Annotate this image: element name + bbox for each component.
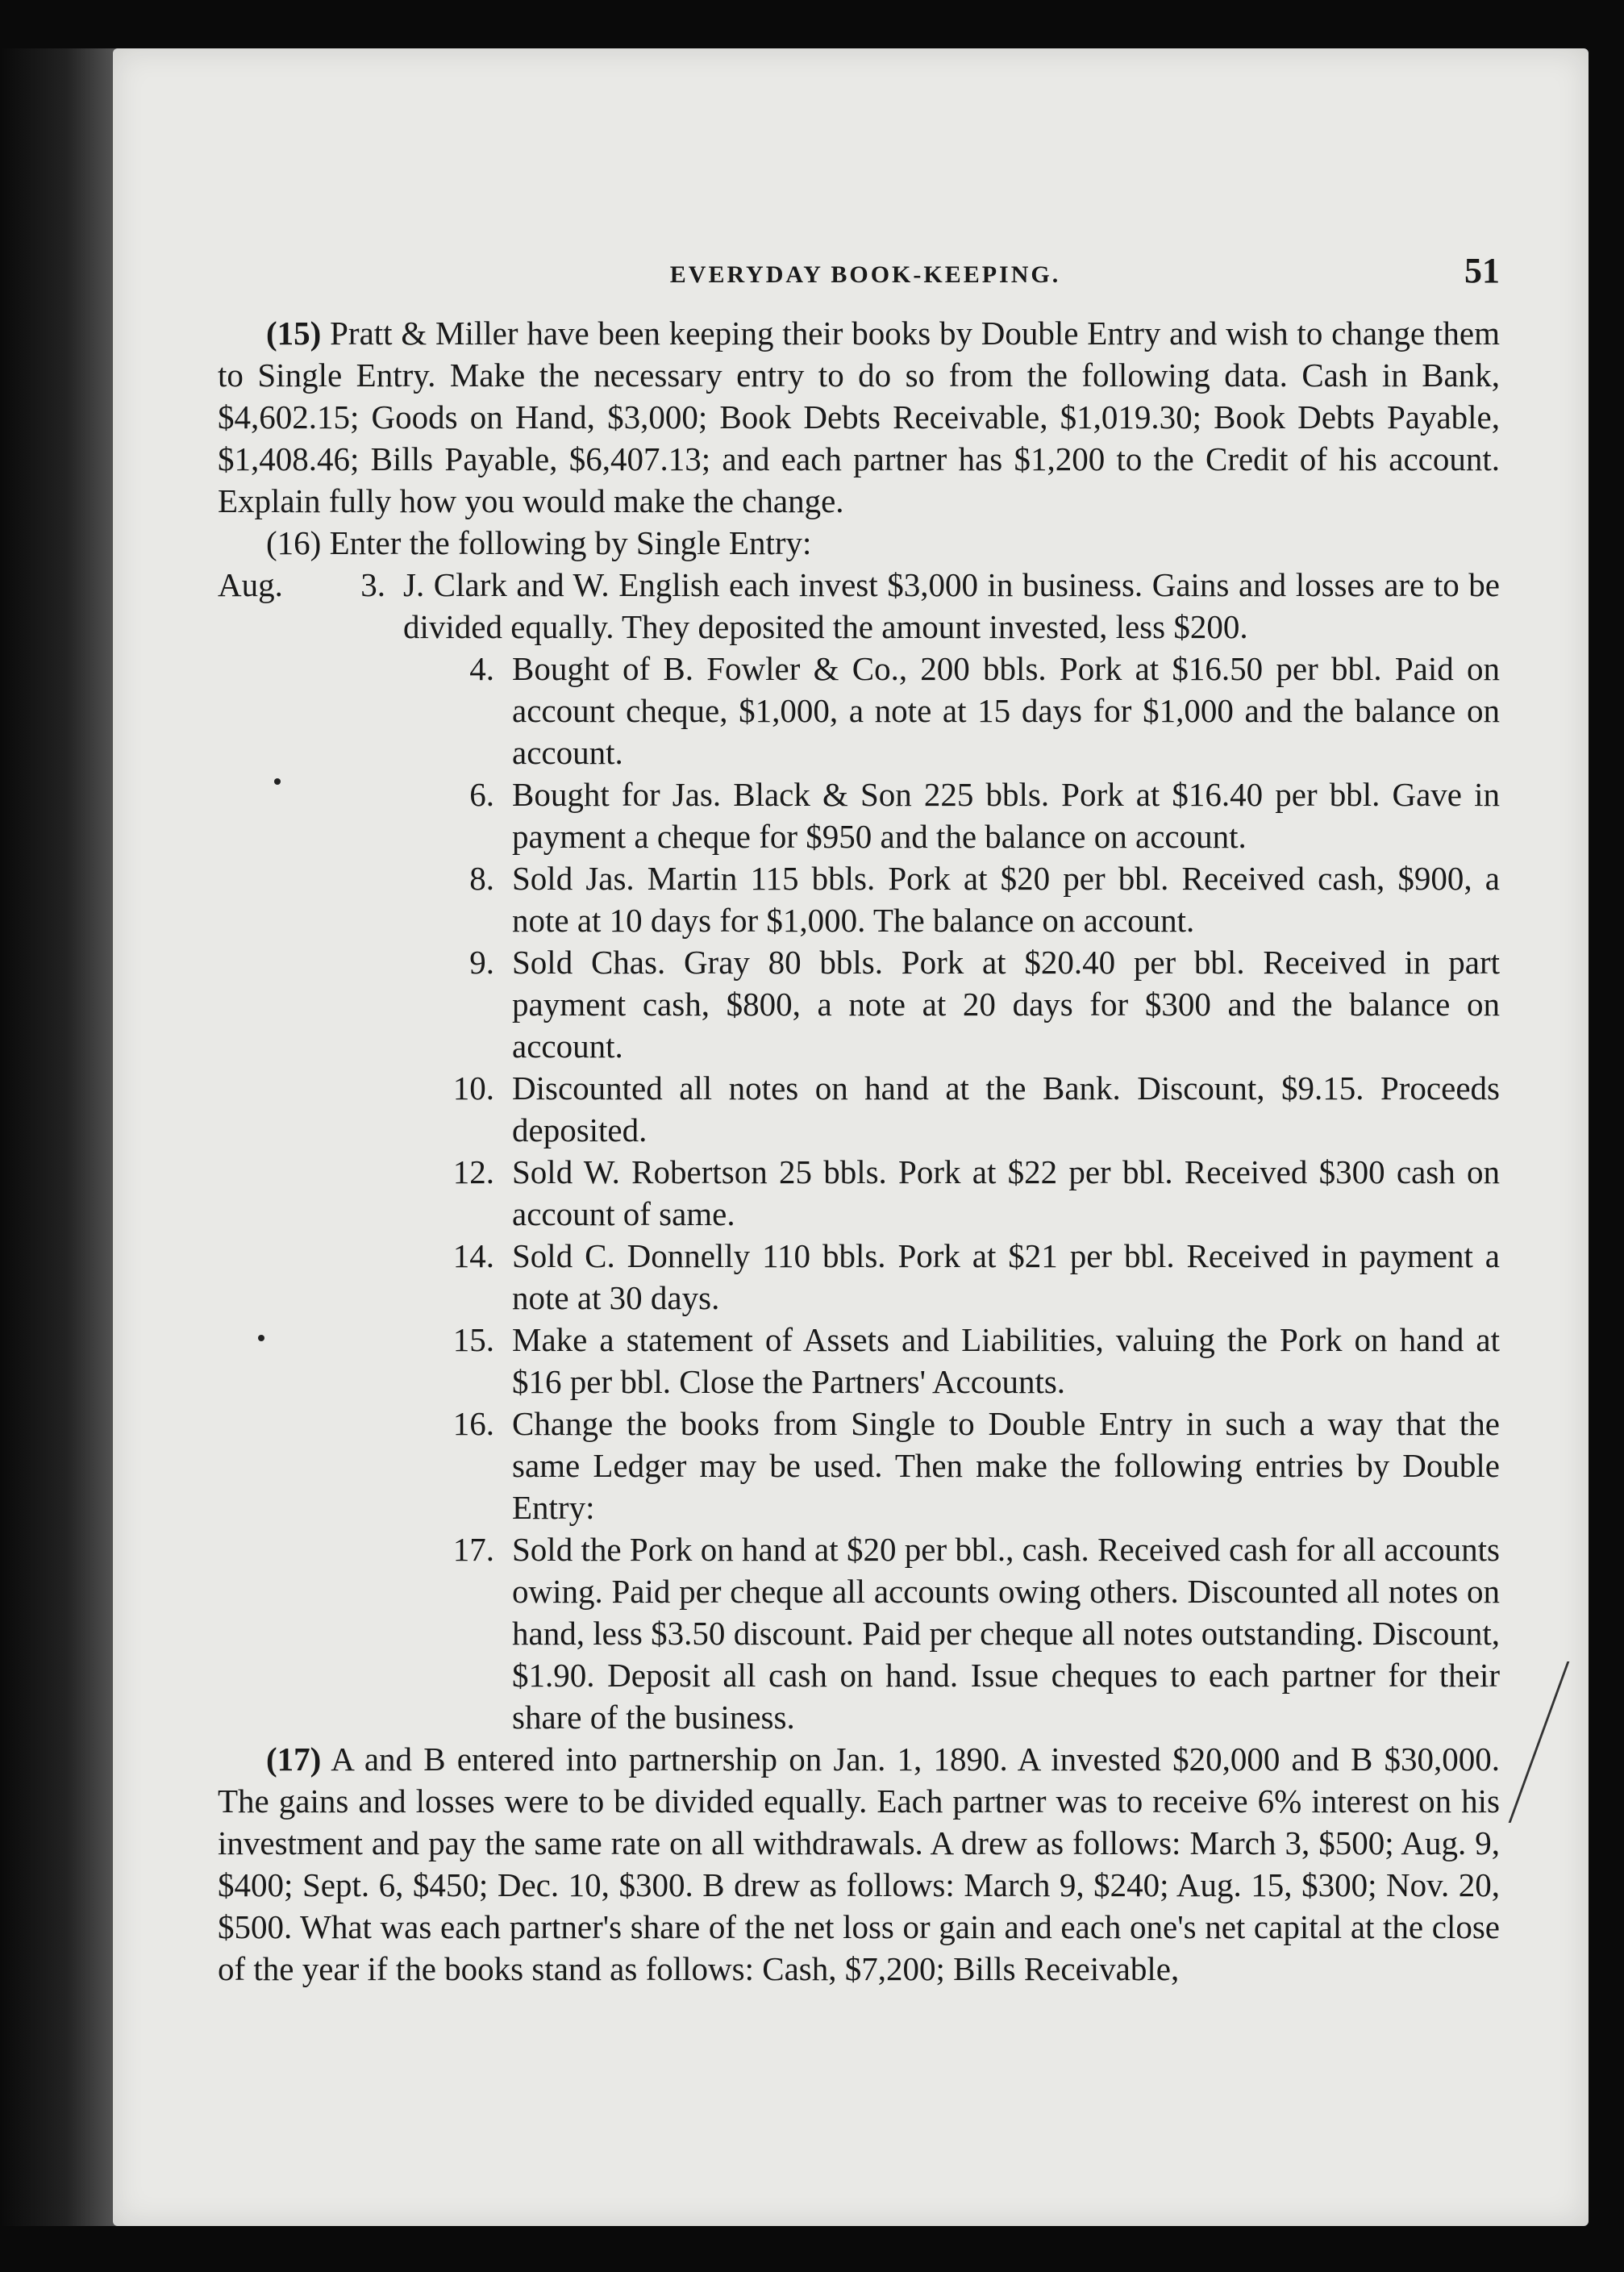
entry-list: [327, 564, 1500, 1738]
journal-entry: [327, 1235, 1500, 1319]
page-body: [218, 250, 1500, 1990]
problem-15: [218, 312, 1500, 522]
entry-text: Sold Jas. Martin 115 bbls. Pork at $20 per bbl. Received cash, $900, a note at 10 days for $1,000. The balance on account.: [512, 860, 1500, 939]
entry-text: Change the books from Single to Double Entry in such a way that the same Ledger may be used. Then make the following entries by Double Entry:: [512, 1405, 1500, 1526]
entry-day: 16.: [452, 1405, 494, 1442]
entry-day: 12.: [452, 1153, 494, 1190]
journal-entry: [327, 648, 1500, 773]
problem-16-intro: [218, 522, 1500, 564]
journal-entry: [327, 1403, 1500, 1528]
entry-day: 15.: [452, 1321, 494, 1358]
entry-text: J. Clark and W. English each invest $3,000 in business. Gains and losses are to be divided equally. They deposited the amount invested, less $200.: [403, 566, 1500, 645]
journal-entry: [327, 941, 1500, 1067]
journal-entry: [327, 1528, 1500, 1738]
entry-day: 4.: [469, 650, 494, 687]
entry-text: Discounted all notes on hand at the Bank. Discount, $9.15. Proceeds deposited.: [512, 1069, 1500, 1149]
entry-text: Sold the Pork on hand at $20 per bbl., cash. Received cash for all accounts owing. Paid per cheque all accounts owing others. Discounted all notes on hand, less $3.50 discount. Paid per cheque all notes outstanding. Discount, $1.90. Deposit all cash on hand. Issue cheques to each partner for their share of the business.: [512, 1531, 1500, 1736]
journal-entry: [327, 1151, 1500, 1235]
entry-day: 8.: [469, 860, 494, 897]
problem-17-number: (17): [266, 1740, 322, 1778]
entry-day: 9.: [469, 944, 494, 981]
entry-day: 14.: [452, 1237, 494, 1274]
running-head: [218, 250, 1500, 296]
problem-17-text: A and B entered into partnership on Jan. 1, 1890. A invested $20,000 and B $30,000. The gains and losses were to be divided equally. Each partner was to receive 6% interest on his investment and pay the same rate on all withdrawals. A drew as follows: March 3, $500; Aug. 9, $400; Sept. 6, $450; Dec. 10, $300. B drew as follows: March 9, $240; Aug. 15, $300; Nov. 20, $500. What was each partner's share of the net loss or gain and each one's net capital at the close of the year if the books stand as follows: Cash, $7,200; Bills Receivable,: [218, 1740, 1500, 1987]
entry-text: Make a statement of Assets and Liabilities, valuing the Pork on hand at $16 per bbl. Close the Partners' Accounts.: [512, 1321, 1500, 1400]
book-page: [113, 48, 1589, 2226]
running-title: EVERYDAY BOOK-KEEPING.: [669, 261, 1061, 288]
journal-entry: [327, 773, 1500, 857]
journal-entry: [327, 1067, 1500, 1151]
entry-text: Sold C. Donnelly 110 bbls. Pork at $21 per bbl. Received in payment a note at 30 days.: [512, 1237, 1500, 1316]
entry-text: Bought of B. Fowler & Co., 200 bbls. Pork at $16.50 per bbl. Paid on account cheque, $1,000, a note at 15 days for $1,000 and the balance on account.: [512, 650, 1500, 771]
problem-15-text: Pratt & Miller have been keeping their books by Double Entry and wish to change them to Single Entry. Make the necessary entry to do so from the following data. Cash in Bank, $4,602.15; Goods on Hand, $3,000; Book Debts Receivable, $1,019.30; Book Debts Payable, $1,408.46; Bills Payable, $6,407.13; and each partner has $1,200 to the Credit of his account. Explain fully how you would make the change.: [218, 315, 1500, 519]
facing-page-edge: [0, 48, 121, 2226]
entry-text: Sold W. Robertson 25 bbls. Pork at $22 per bbl. Received $300 cash on account of same.: [512, 1153, 1500, 1232]
entry-day: 10.: [452, 1069, 494, 1107]
page-edge-mark: [1509, 1661, 1618, 1823]
journal-entry: [327, 564, 1500, 648]
month-label: Aug.: [218, 566, 283, 603]
problem-17: [218, 1738, 1500, 1990]
entry-day: 17.: [452, 1531, 494, 1568]
problem-15-number: (15): [266, 315, 322, 352]
entry-day: 6.: [469, 776, 494, 813]
journal-entry: [327, 1319, 1500, 1403]
entry-text: Bought for Jas. Black & Son 225 bbls. Pork at $16.40 per bbl. Gave in payment a cheque for $950 and the balance on account.: [512, 776, 1500, 855]
page-number: 51: [1464, 251, 1500, 290]
journal-entry: [327, 857, 1500, 941]
problem-16-number: (16): [266, 524, 322, 561]
entry-text: Sold Chas. Gray 80 bbls. Pork at $20.40 per bbl. Received in part payment cash, $800, a note at 20 days for $300 and the balance on account.: [512, 944, 1500, 1065]
problem-16-intro-text: Enter the following by Single Entry:: [329, 524, 812, 561]
problem-16-journal: [218, 564, 1500, 1738]
entry-day: 3.: [360, 566, 385, 603]
